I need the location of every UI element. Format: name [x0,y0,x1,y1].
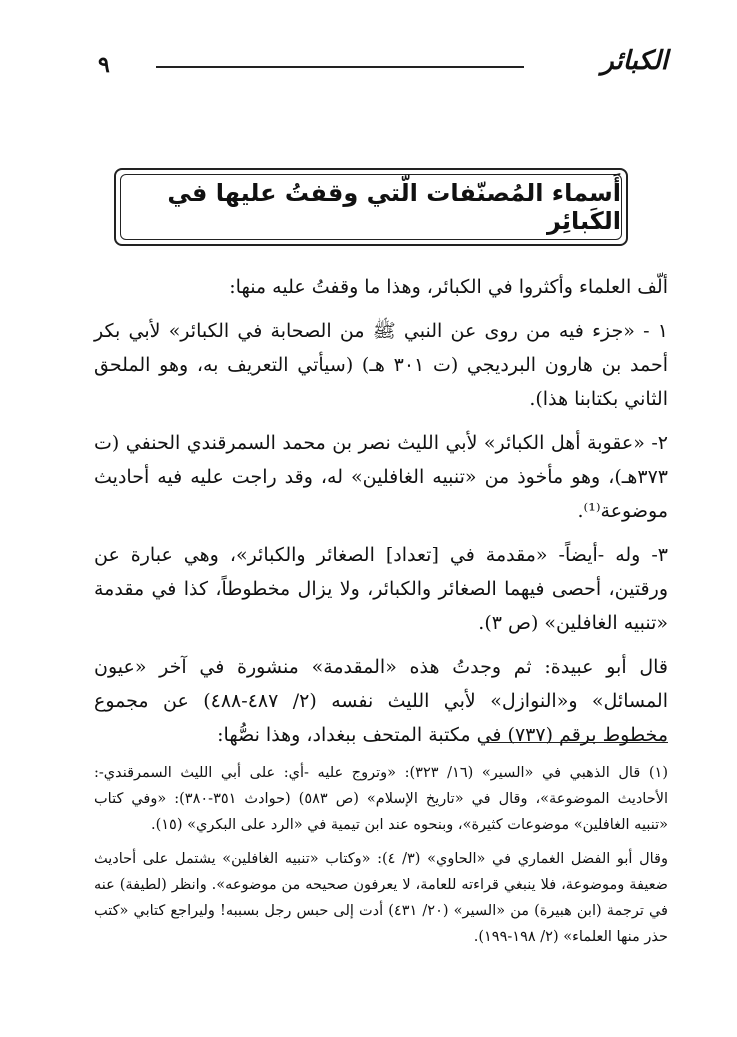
footnote-separator [480,742,668,743]
running-title: الكبائر [601,46,668,76]
header-rule [156,66,524,68]
item-1-paragraph: ١ - «جزء فيه من روى عن النبي ﷺ من الصحابة في الكبائر» لأبي بكر أحمد بن هارون البرديجي (ت ٣٠١ هـ) (سيأتي التعريف به، وهو الملحق الثاني بكتابنا هذا). [94,320,668,410]
body-text [94,270,668,752]
footnote-1: (١) قال الذهبي في «السير» (١٦/ ٣٢٣): «وتروج عليه -أي: على أبي الليث السمرقندي-: الأحاديث الموضوعة»، وقال في «تاريخ الإسلام» (ص ٥٨٣) (حوادث ٣٥١-٣٨٠): «وفي كتاب «تنبيه الغافلين» موضوعات كثيرة»، وبنحوه عند ابن تيمية في «الرد على البكري» (١٥). [94,765,668,833]
footnote-1-continued: وقال أبو الفضل الغماري في «الحاوي» (٣/ ٤): «وكتاب «تنبيه الغافلين» يشتمل على أحاديث ضعيفة وموضوعة، فلا ينبغي قراءته للعامة، لا يعرفون صحيحه من موضوعه». وانظر (لطيفة) عنه في ترجمة (ابن هبيرة) من «السير» (٢٠/ ٤٣١) أدت إلى حبس رجل بسببه! وليراجع كتابي «كتب حذر منها العلماء» (٢/ ١٩٨-١٩٩). [94,851,668,945]
page-header [98,46,668,86]
page-number: ٩ [98,52,110,78]
section-title-frame [114,168,628,246]
intro-paragraph: ألّف العلماء وأكثروا في الكبائر، وهذا ما وقفتُ عليه منها: [229,276,668,298]
footnotes [94,760,668,950]
item-3-paragraph: ٣- وله -أيضاً- «مقدمة في [تعداد] الصغائر والكبائر»، وهي عبارة عن ورقتين، أحصى فيهما الصغائر والكبائر، ولا يزال مخطوطاً، كذا في مقدمة «تنبيه الغافلين» (ص ٣). [94,544,668,634]
section-title: أَسماء المُصنّفات الّتي وقفتُ عليها في الكَبائِر [120,174,622,240]
item-2-paragraph: ٢- «عقوبة أهل الكبائر» لأبي الليث نصر بن محمد السمرقندي الحنفي (ت ٣٧٣هـ)، وهو مأخوذ من «تنبيه الغافلين» له، وقد راجت عليه فيه أحاديث موضوعة⁽¹⁾. [94,432,668,522]
abu-ubayda-paragraph: قال أبو عبيدة: ثم وجدتُ هذه «المقدمة» منشورة في آخر «عيون المسائل» و«النوازل» لأبي الليث نفسه (٢/ ٤٨٧-٤٨٨) عن مجموع مخطوط برقم (٧٣٧) في مكتبة المتحف ببغداد، وهذا نصُّها: [94,656,669,746]
